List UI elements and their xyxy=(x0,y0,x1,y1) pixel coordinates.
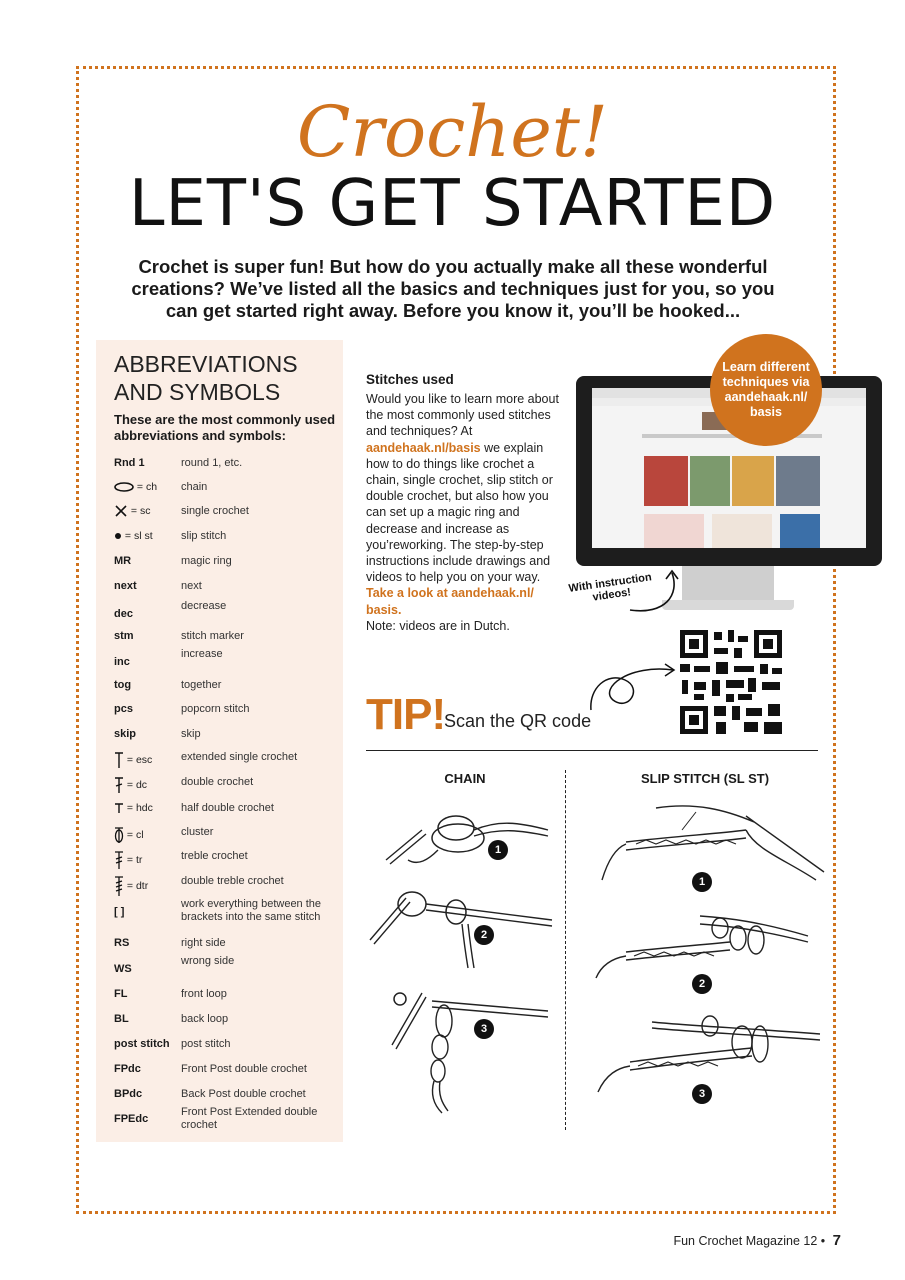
tip-heading: TIP! xyxy=(366,690,446,739)
abbreviations-panel: ABBREVIATIONS AND SYMBOLS These are the most commonly used abbreviations and symbols: Rnd 1 round 1, etc. = ch chain = sc single crochet = sl st slip stitch MR magic ring next next dec decrease stm stitch marker inc increase tog together pcs popcorn stitch skip skip = esc extended single crochet = dc double crochet = hdc half double crochet = cl cluster = tr treble crochet = dtr double treble crochet [ ] work everything between the brackets into the same stitch RS right side WS wrong side FL front loop BL back loop post stitch post stitch FPdc Front Post double crochet BPdc Back Post double crochet FPEdc Front Post Extended double crochet xyxy=(96,340,343,1142)
dtr-symbol-icon xyxy=(114,875,124,897)
script-title: Crochet! xyxy=(296,91,609,173)
footer-bullet: • xyxy=(820,1234,826,1248)
chain-step-3-number: 3 xyxy=(474,1019,494,1039)
qr-code-icon[interactable] xyxy=(678,628,784,736)
slip-stitch-step-2-number: 2 xyxy=(692,974,712,994)
chain-oval-icon xyxy=(114,482,134,492)
esc-symbol-icon xyxy=(114,751,124,769)
learn-badge: Learn different techniques via aandehaak.nl/ basis xyxy=(710,334,822,446)
intro-text: Crochet is super fun! But how do you actually make all these wonderful creations? We’ve listed all the basics and techniques just for you, so you can get started right away. Before you know it, you’ll be hooked... xyxy=(131,256,775,321)
slip-stitch-step-3-number: 3 xyxy=(692,1084,712,1104)
chain-step-2-illustration xyxy=(366,880,556,970)
dc-symbol-icon xyxy=(114,776,124,794)
vertical-dashed-divider xyxy=(565,770,566,1130)
chain-heading: CHAIN xyxy=(444,771,486,786)
slip-stitch-heading: SLIP STITCH (SL ST) xyxy=(640,771,770,786)
x-cross-icon xyxy=(114,505,128,517)
tip-text: Scan the QR code xyxy=(444,711,592,731)
horizontal-divider xyxy=(366,750,818,751)
hdc-symbol-icon xyxy=(114,802,124,814)
basis-link[interactable]: aandehaak.nl/basis xyxy=(366,440,481,455)
with-videos-label: With instruction videos! xyxy=(567,571,653,604)
chain-step-2-number: 2 xyxy=(474,925,494,945)
magazine-name: Fun Crochet Magazine 12 xyxy=(673,1234,818,1248)
take-a-look-link[interactable]: Take a look at aandehaak.nl/ basis. xyxy=(366,586,534,617)
page-footer xyxy=(673,1232,841,1249)
curved-arrow-icon xyxy=(610,565,690,615)
chain-step-1-number: 1 xyxy=(488,840,508,860)
cluster-symbol-icon xyxy=(114,826,124,844)
slip-stitch-step-1-illustration xyxy=(596,800,826,890)
page-number: 7 xyxy=(832,1232,841,1249)
stitches-heading: Stitches used xyxy=(366,372,454,387)
abbreviations-subtitle: These are the most commonly used abbreviations and symbols: xyxy=(114,412,336,443)
loop-arrow-icon xyxy=(585,648,681,718)
tr-symbol-icon xyxy=(114,850,124,870)
page-title: LET'S GET STARTED xyxy=(128,167,777,241)
dot-icon xyxy=(114,532,122,540)
stitches-text: Would you like to learn more about the most commonly used stitches and techniques? At aandehaak.nl/basis we explain how to do things like crochet a chain, single crochet, slip stitch or double crochet, but also how you can set up a magic ring and decrease and increase as you’reworking. The step-by-step instructions include drawings and videos to help you on your way. Take a look at aandehaak.nl/ basis. Note: videos are in Dutch. xyxy=(366,391,566,634)
slip-stitch-step-1-number: 1 xyxy=(692,872,712,892)
chain-step-3-illustration xyxy=(382,985,552,1115)
abbreviations-title: ABBREVIATIONS AND SYMBOLS xyxy=(114,351,298,405)
chain-step-1-illustration xyxy=(378,800,558,880)
